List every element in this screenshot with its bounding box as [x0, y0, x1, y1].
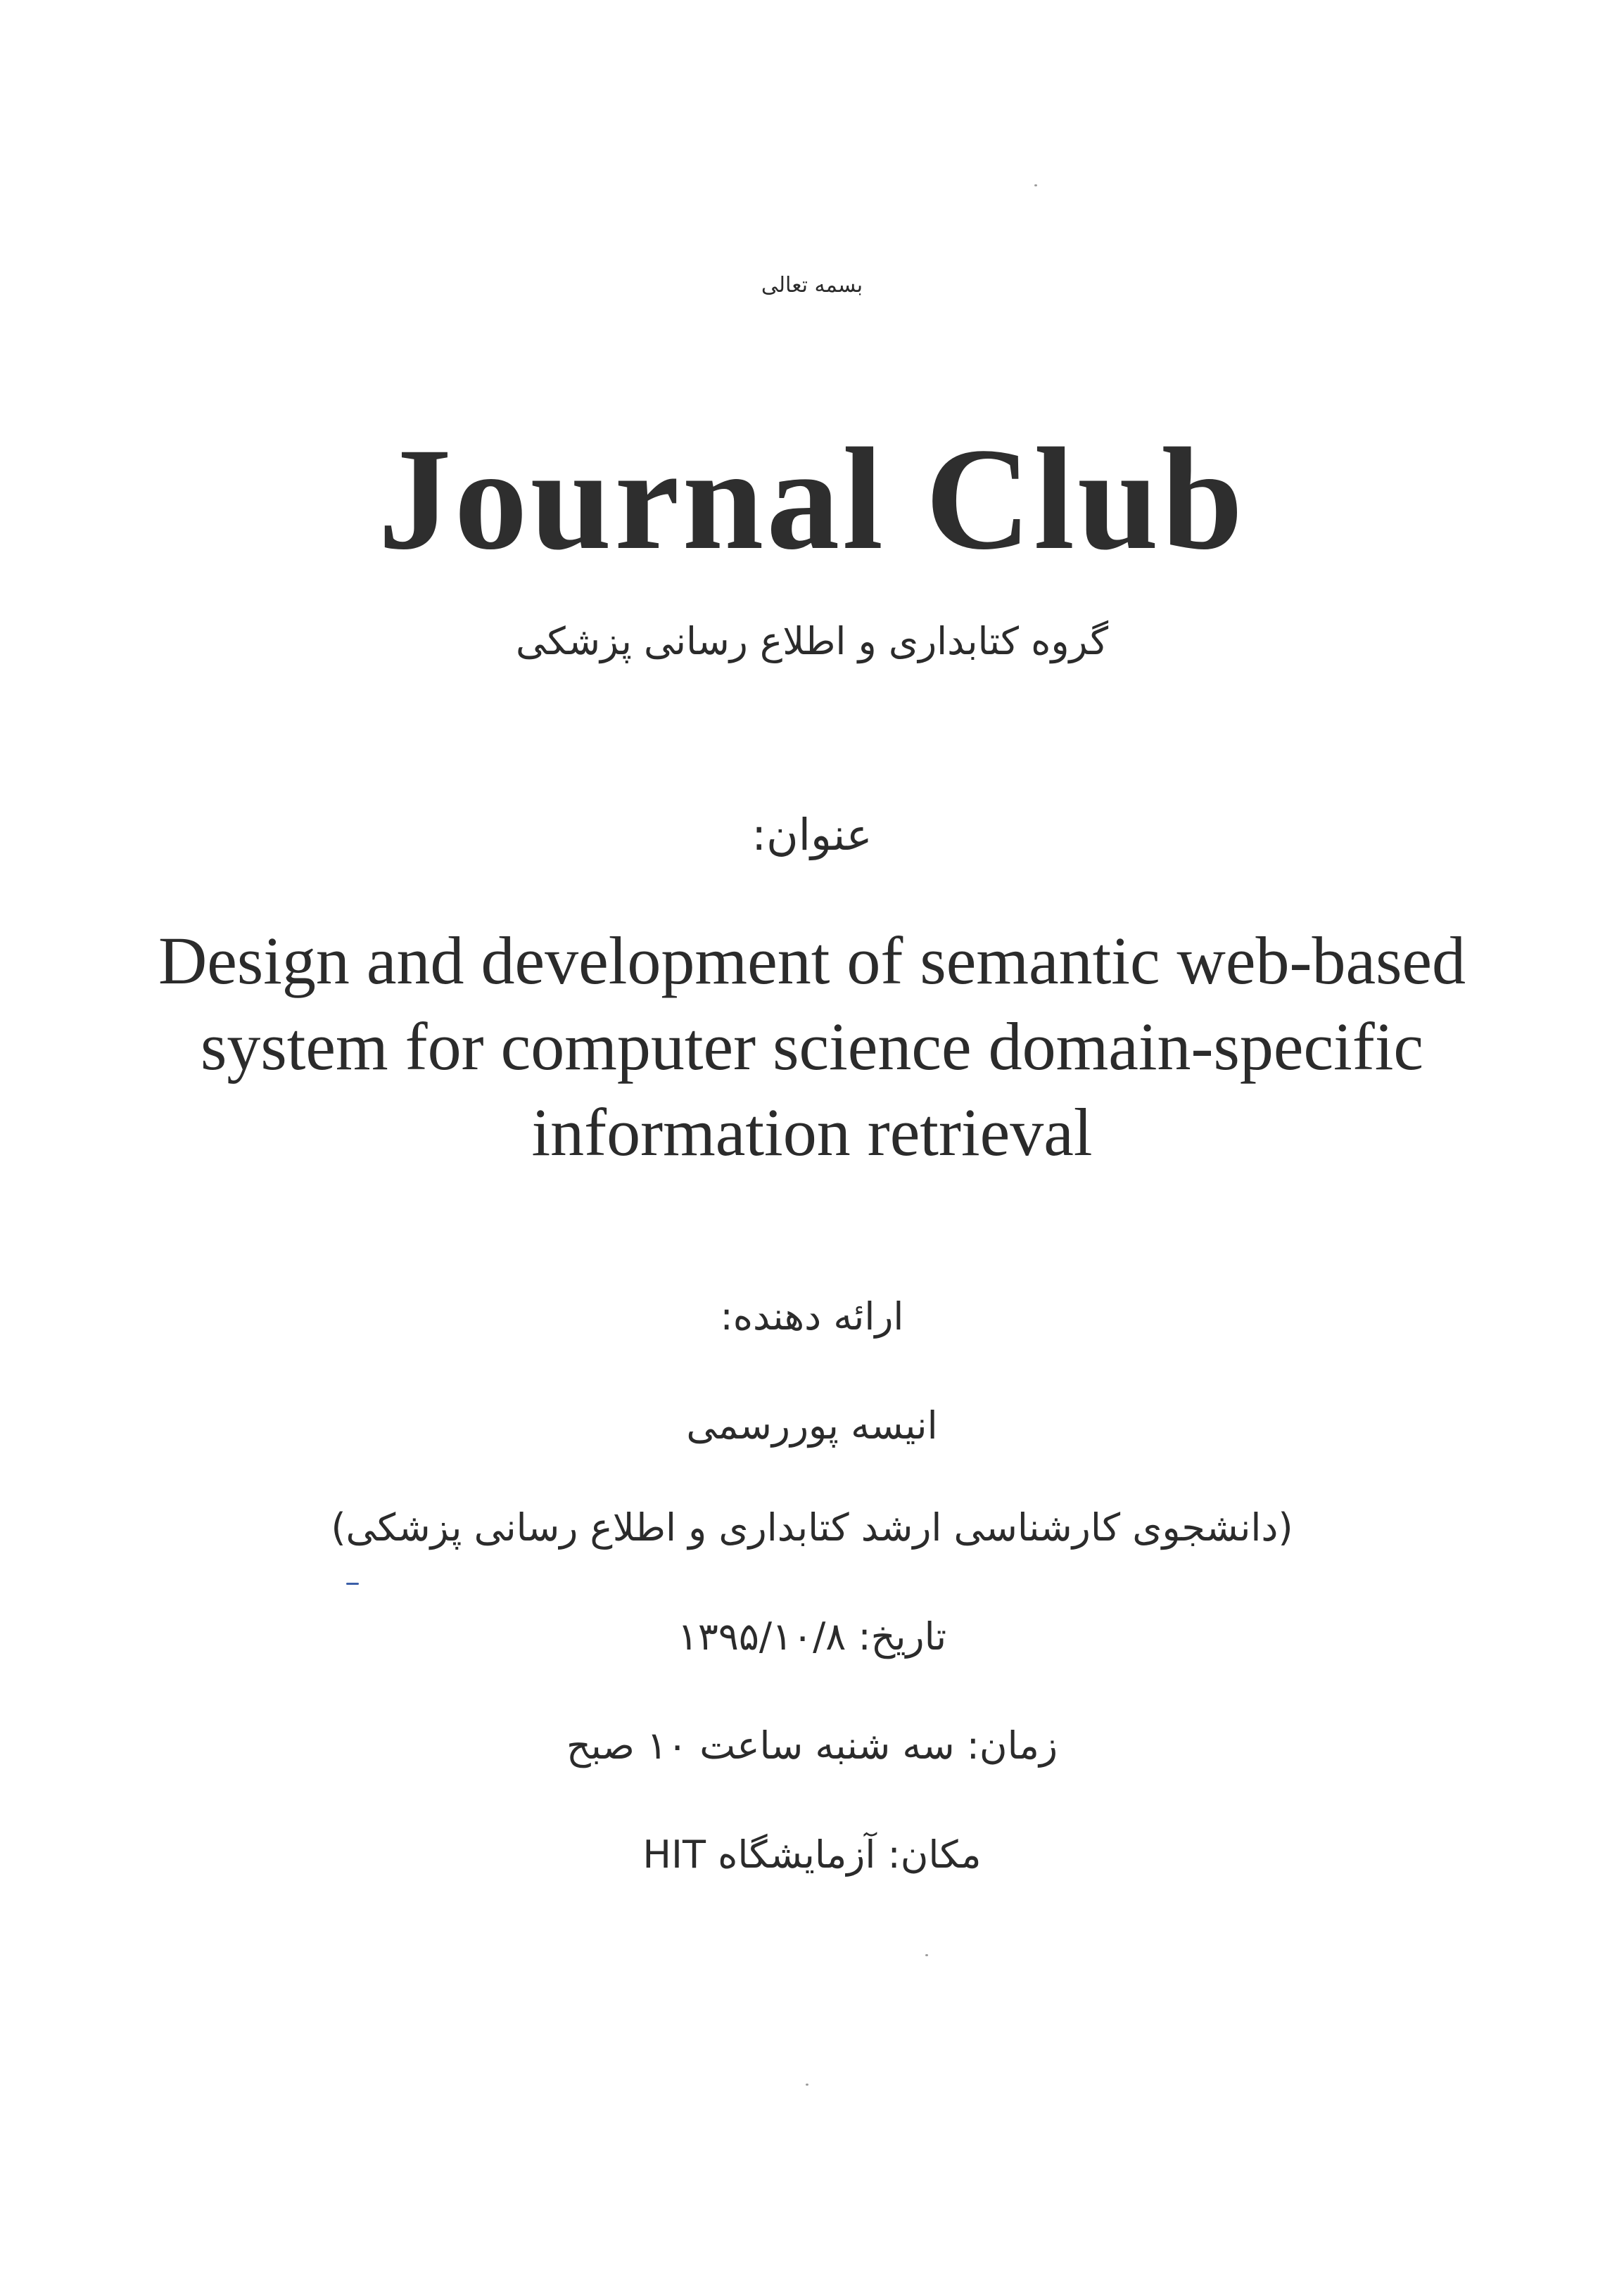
scan-speck [346, 1583, 359, 1585]
paper-title-line-1: Design and development of semantic web-based [158, 923, 1466, 998]
event-place: مکان: آزمایشگاه HIT [642, 1832, 982, 1877]
scan-speck [1034, 184, 1037, 186]
scan-speck [925, 1954, 928, 1956]
presenter-role: (دانشجوی کارشناسی ارشد کتابداری و اطلاع رسانی پزشکی) [331, 1505, 1293, 1550]
series-title: Journal Club [378, 418, 1246, 580]
basmala-heading: بسمه تعالی [761, 273, 863, 298]
presenter-label: ارائه دهنده: [720, 1294, 904, 1339]
department-name: گروه کتابداری و اطلاع رسانی پزشکی [515, 619, 1109, 663]
subject-label: عنوان: [751, 809, 873, 860]
event-time: زمان: سه شنبه ساعت ۱۰ صبح [566, 1723, 1058, 1768]
presenter-name: انیسه پوررسمی [686, 1403, 938, 1448]
paper-title-line-3: information retrieval [531, 1095, 1093, 1170]
scan-speck [806, 2084, 808, 2086]
paper-title-line-2: system for computer science domain-specific [200, 1009, 1424, 1084]
event-date: تاریخ: ۱۳۹۵/۱۰/۸ [677, 1614, 947, 1659]
